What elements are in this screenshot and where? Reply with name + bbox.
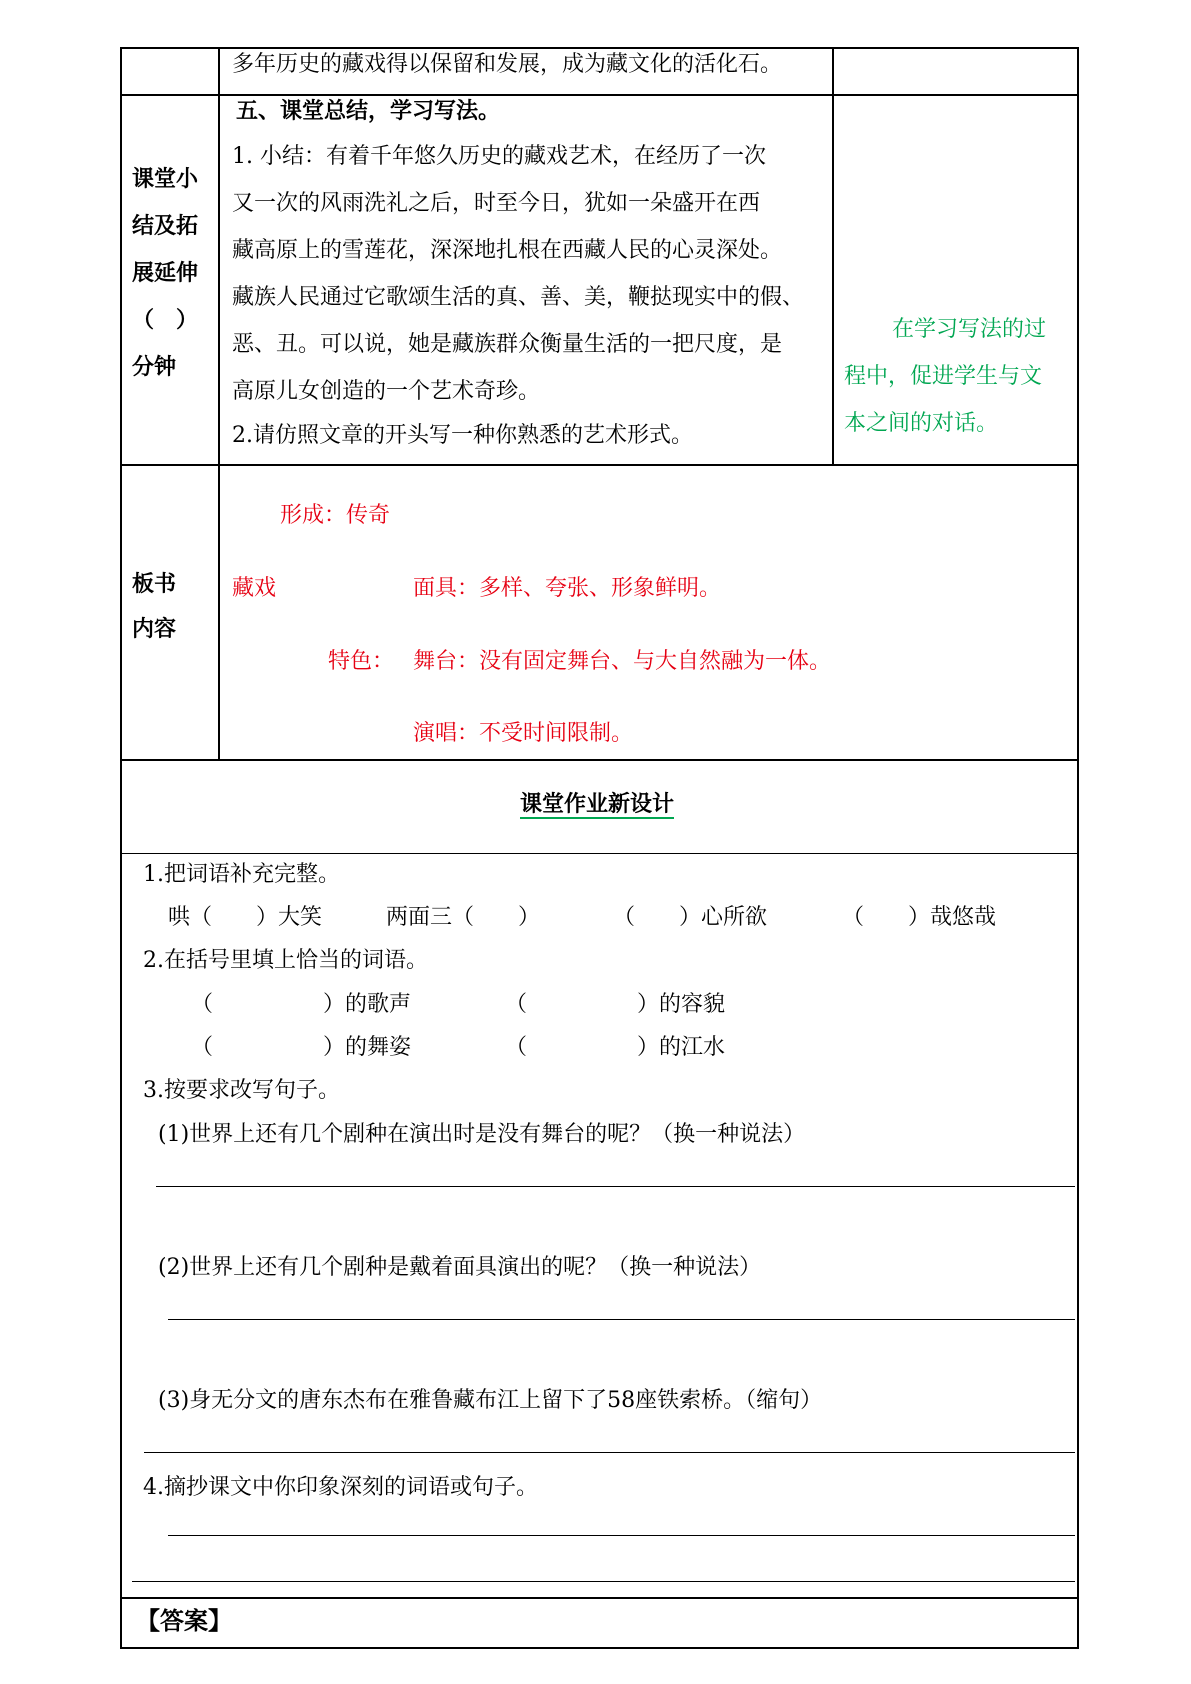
summary-paragraph-line: 2.请仿照文章的开头写一种你熟悉的艺术形式。 xyxy=(232,423,693,448)
q2-item: （ ）的歌声 xyxy=(191,992,412,1017)
summary-paragraph-line: 藏高原上的雪莲花，深深地扎根在西藏人民的心灵深处。 xyxy=(232,238,783,263)
q2-item: （ ）的容貌 xyxy=(505,992,726,1017)
q2-text: 2.在括号里填上恰当的词语。 xyxy=(143,948,428,973)
board-label-line: 板书 xyxy=(132,571,177,597)
summary-label-line: （ ） xyxy=(132,307,199,333)
board-stage: 舞台：没有固定舞台、与大自然融为一体。 xyxy=(413,649,832,674)
homework-title: 课堂作业新设计 xyxy=(520,791,675,817)
summary-paragraph-line: 高原儿女创造的一个艺术奇珍。 xyxy=(232,379,541,404)
q2-item: （ ）的舞姿 xyxy=(191,1035,412,1060)
answer-line[interactable] xyxy=(168,1535,1075,1536)
q3-2-text: (2)世界上还有几个剧种是戴着面具演出的呢？（换一种说法） xyxy=(158,1255,762,1280)
q1-item: 两面三（ ） xyxy=(386,905,541,930)
answer-line[interactable] xyxy=(168,1319,1075,1320)
q3-3-text: (3)身无分文的唐东杰布在雅鲁藏布江上留下了58座铁索桥。（缩句） xyxy=(158,1388,823,1413)
board-formation: 形成：传奇 xyxy=(280,503,391,528)
board-singing: 演唱：不受时间限制。 xyxy=(413,721,634,746)
summary-label-line: 分钟 xyxy=(132,354,177,380)
q2-item: （ ）的江水 xyxy=(505,1035,726,1060)
summary-paragraph-line: 藏族人民通过它歌颂生活的真、善、美，鞭挞现实中的假、 xyxy=(232,285,805,310)
top-row-content: 多年历史的藏戏得以保留和发展，成为藏文化的活化石。 xyxy=(232,52,783,77)
summary-label-line: 展延伸 xyxy=(132,260,199,286)
answer-label: 【答案】 xyxy=(136,1606,232,1635)
q1-item: 哄（ ）大笑 xyxy=(168,905,323,930)
summary-paragraph-line: 又一次的风雨洗礼之后，时至今日，犹如一朵盛开在西 xyxy=(232,191,761,216)
summary-note-line: 程中，促进学生与文 xyxy=(844,364,1043,389)
q3-text: 3.按要求改写句子。 xyxy=(143,1078,340,1103)
summary-label-line: 课堂小 xyxy=(132,166,199,192)
q3-1-text: (1)世界上还有几个剧种在演出时是没有舞台的呢？（换一种说法） xyxy=(158,1122,806,1147)
summary-paragraph-line: 恶、丑。可以说，她是藏族群众衡量生活的一把尺度，是 xyxy=(232,332,783,357)
board-feature-label: 特色： xyxy=(328,649,395,674)
summary-label-line: 结及拓 xyxy=(132,213,199,239)
q1-item: （ ）哉悠哉 xyxy=(842,905,997,930)
q4-text: 4.摘抄课文中你印象深刻的词语或句子。 xyxy=(143,1475,538,1500)
answer-line[interactable] xyxy=(156,1186,1075,1187)
board-label-line: 内容 xyxy=(132,616,177,642)
q1-item: （ ）心所欲 xyxy=(613,905,768,930)
answer-line[interactable] xyxy=(132,1581,1075,1582)
summary-paragraph-line: 1. 小结：有着千年悠久历史的藏戏艺术，在经历了一次 xyxy=(232,144,766,169)
summary-heading: 五、课堂总结，学习写法。 xyxy=(236,98,501,124)
board-mask: 面具：多样、夸张、形象鲜明。 xyxy=(413,576,722,601)
q1-text: 1.把词语补充完整。 xyxy=(143,862,340,887)
summary-note-line: 在学习写法的过 xyxy=(892,317,1047,342)
summary-note-line: 本之间的对话。 xyxy=(844,411,999,436)
board-title: 藏戏 xyxy=(232,576,277,601)
answer-line[interactable] xyxy=(144,1452,1075,1453)
